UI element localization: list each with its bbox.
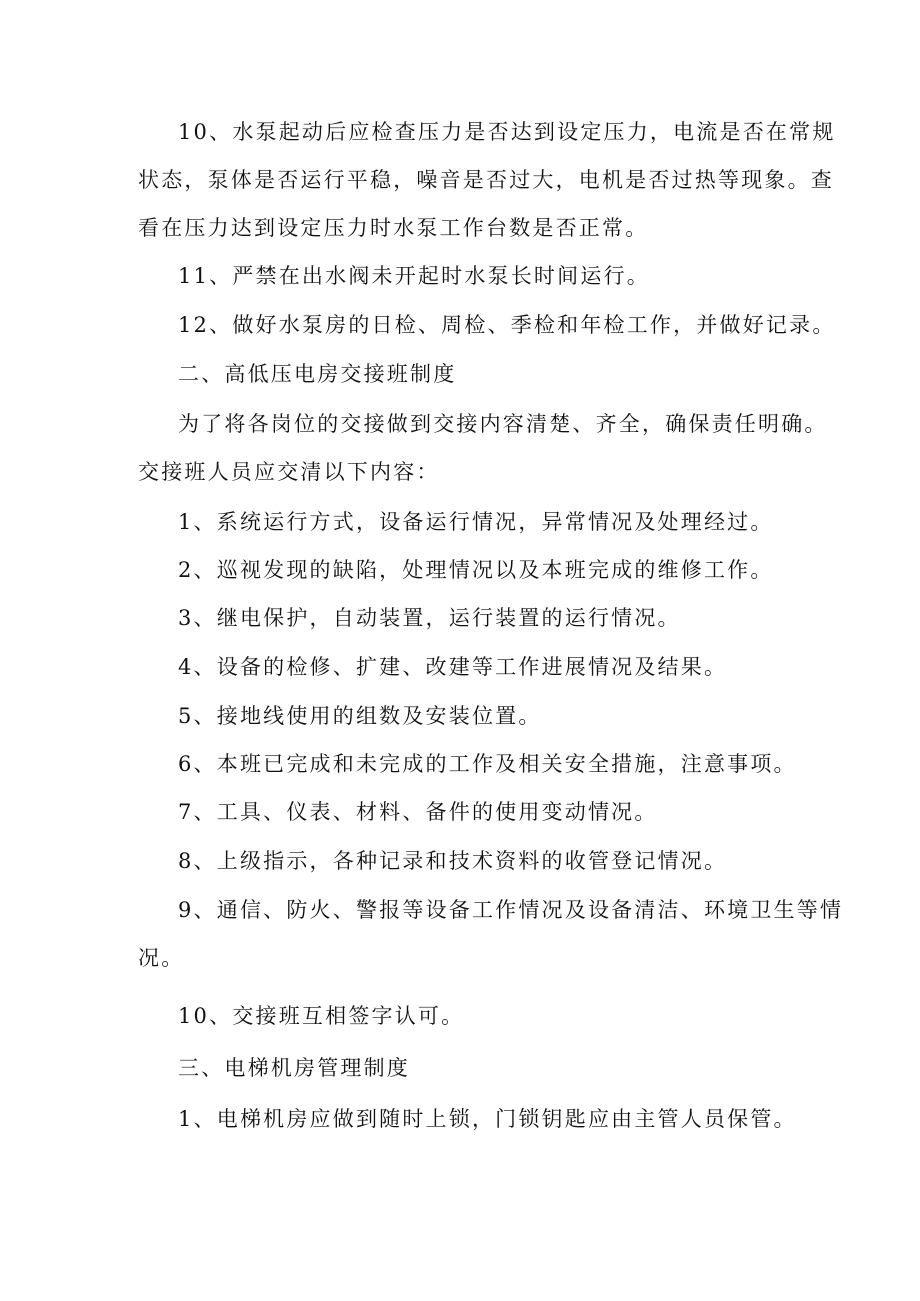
list-item-9-line-1: 9、通信、防火、警报等设备工作情况及设备清洁、环境卫生等情 xyxy=(178,898,844,922)
list-item-6: 6、本班已完成和未完成的工作及相关安全措施，注意事项。 xyxy=(178,752,797,776)
paragraph-10-line-3: 看在压力达到设定压力时水泵工作台数是否正常。 xyxy=(138,216,649,240)
list-item-4: 4、设备的检修、扩建、改建等工作进展情况及结果。 xyxy=(178,655,728,679)
section-heading-3: 三、电梯机房管理制度 xyxy=(178,1056,410,1080)
list-item-8: 8、上级指示，各种记录和技术资料的收管登记情况。 xyxy=(178,849,728,873)
list-item-10: 10、交接班互相签字认可。 xyxy=(178,1004,465,1028)
list-item-2: 2、巡视发现的缺陷，处理情况以及本班完成的维修工作。 xyxy=(178,558,774,582)
paragraph-10-line-2: 状态，泵体是否运行平稳，噪音是否过大，电机是否过热等现象。查 xyxy=(138,168,834,192)
section-heading-2: 二、高低压电房交接班制度 xyxy=(178,362,457,386)
list-item-5: 5、接地线使用的组数及安装位置。 xyxy=(178,704,542,728)
elevator-item-1: 1、电梯机房应做到随时上锁，门锁钥匙应由主管人员保管。 xyxy=(178,1107,797,1131)
list-item-1: 1、系统运行方式，设备运行情况，异常情况及处理经过。 xyxy=(178,510,774,534)
paragraph-10-line-1: 10、水泵起动后应检查压力是否达到设定压力，电流是否在常规 xyxy=(178,120,836,144)
list-item-7: 7、工具、仪表、材料、备件的使用变动情况。 xyxy=(178,800,658,824)
intro-line-1: 为了将各岗位的交接做到交接内容清楚、齐全，确保责任明确。 xyxy=(178,412,828,436)
list-item-3: 3、继电保护，自动装置，运行装置的运行情况。 xyxy=(178,606,681,630)
paragraph-11: 11、严禁在出水阀未开起时水泵长时间运行。 xyxy=(178,264,650,288)
intro-line-2: 交接班人员应交清以下内容： xyxy=(138,460,440,484)
list-item-9-line-2: 况。 xyxy=(138,946,185,970)
paragraph-12: 12、做好水泵房的日检、周检、季检和年检工作，并做好记录。 xyxy=(178,313,836,337)
